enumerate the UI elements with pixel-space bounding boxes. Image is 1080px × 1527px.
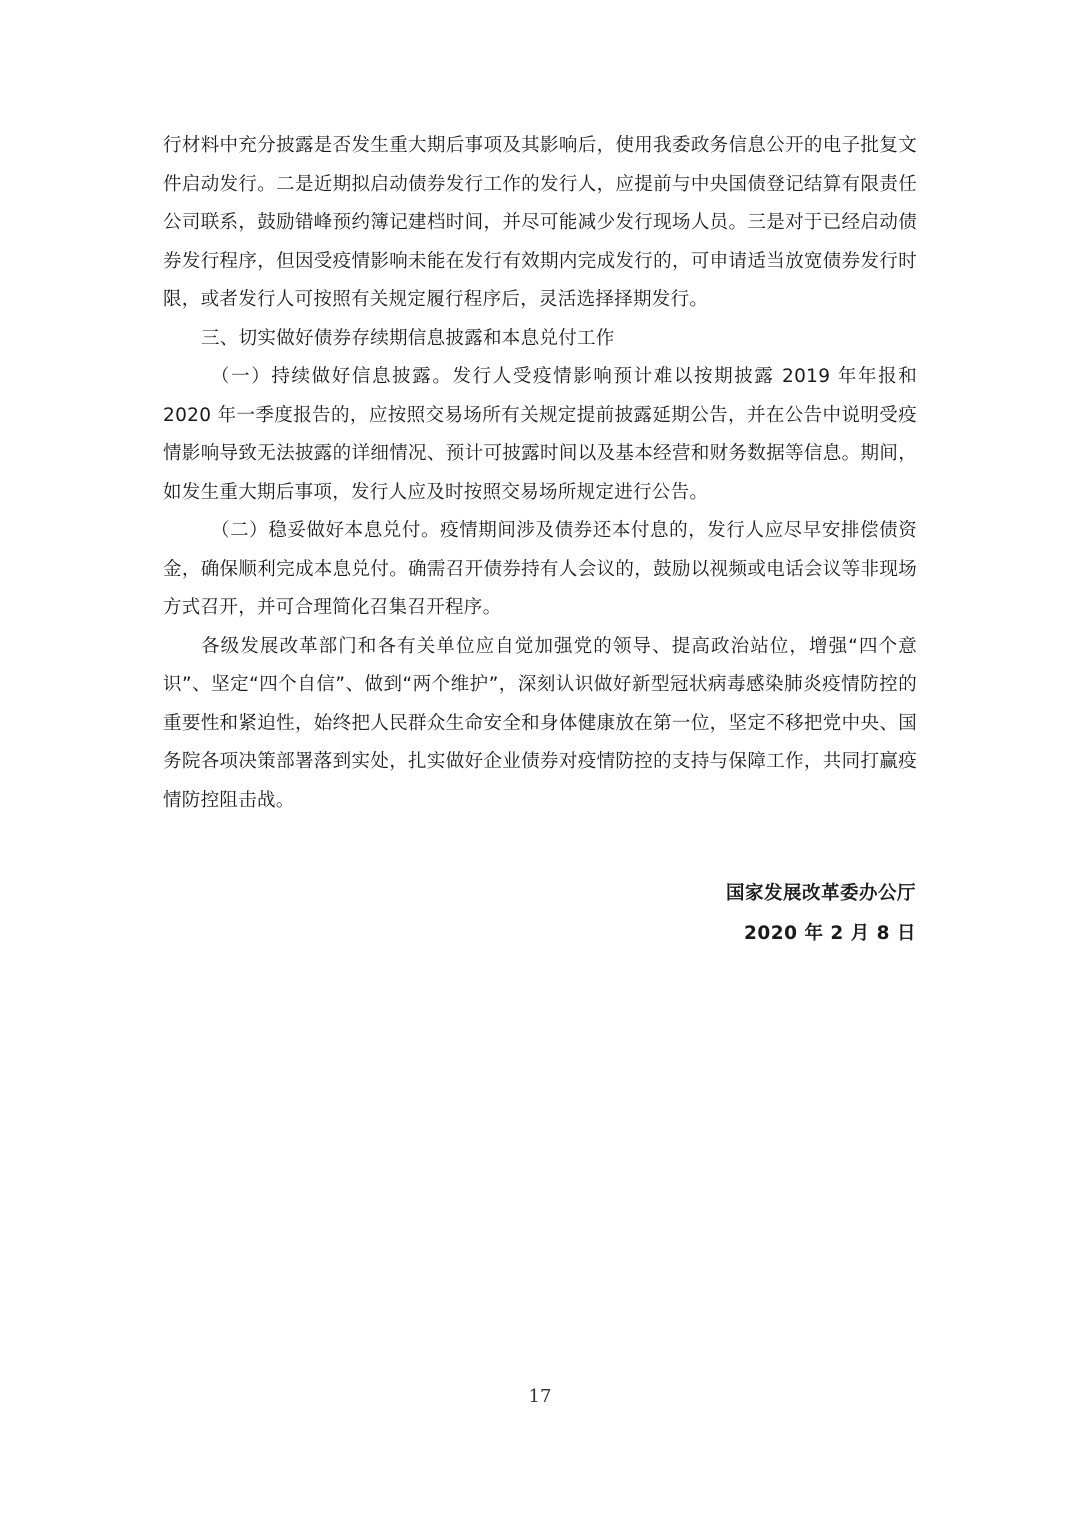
paragraph-closing: 各级发展改革部门和各有关单位应自觉加强党的领导、提高政治站位，增强“四个意识”、坚定“四个自信”、做到“两个维护”，深刻认识做好新型冠状病毒感染肺炎疫情防控的重要性和紧迫性，始终把人民群众生命安全和身体健康放在第一位，坚定不移把党中央、国务院各项决策部署落到实处，扎实做好企业债券对疫情防控的支持与保障工作，共同打赢疫情防控阻击战。 bbox=[163, 635, 917, 811]
paragraph-disclosure: （一）持续做好信息披露。发行人受疫情影响预计难以按期披露 2019 年年报和 2020 年一季度报告的，应按照交易场所有关规定提前披露延期公告，并在公告中说明受疫情影响导致无法披露的详细情况、预计可披露时间以及基本经营和财务数据等信息。期间，如发生重大期后事项，发行人应及时按照交易场所规定进行公告。 bbox=[163, 366, 917, 503]
signature-block bbox=[726, 874, 916, 954]
issuer-name: 国家发展改革委办公厅 bbox=[725, 883, 916, 904]
issue-date: 2020 年 2 月 8 日 bbox=[744, 923, 916, 944]
page-number: 17 bbox=[528, 1386, 552, 1407]
section-heading-three: 三、切实做好债券存续期信息披露和本息兑付工作 bbox=[201, 327, 615, 349]
document-body bbox=[163, 127, 917, 820]
paragraph-continued-issuance: 行材料中充分披露是否发生重大期后事项及其影响后，使用我委政务信息公开的电子批复文件启动发行。二是近期拟启动债券发行工作的发行人，应提前与中央国债登记结算有限责任公司联系，鼓励错峰预约簿记建档时间，并尽可能减少发行现场人员。三是对于已经启动债券发行程序，但因受疫情影响未能在发行有效期内完成发行的，可申请适当放宽债券发行时限，或者发行人可按照有关规定履行程序后，灵活选择择期发行。 bbox=[163, 135, 917, 310]
paragraph-repayment: （二）稳妥做好本息兑付。疫情期间涉及债券还本付息的，发行人应尽早安排偿债资金，确保顺利完成本息兑付。确需召开债券持有人会议的，鼓励以视频或电话会议等非现场方式召开，并可合理简化召集召开程序。 bbox=[163, 520, 917, 618]
